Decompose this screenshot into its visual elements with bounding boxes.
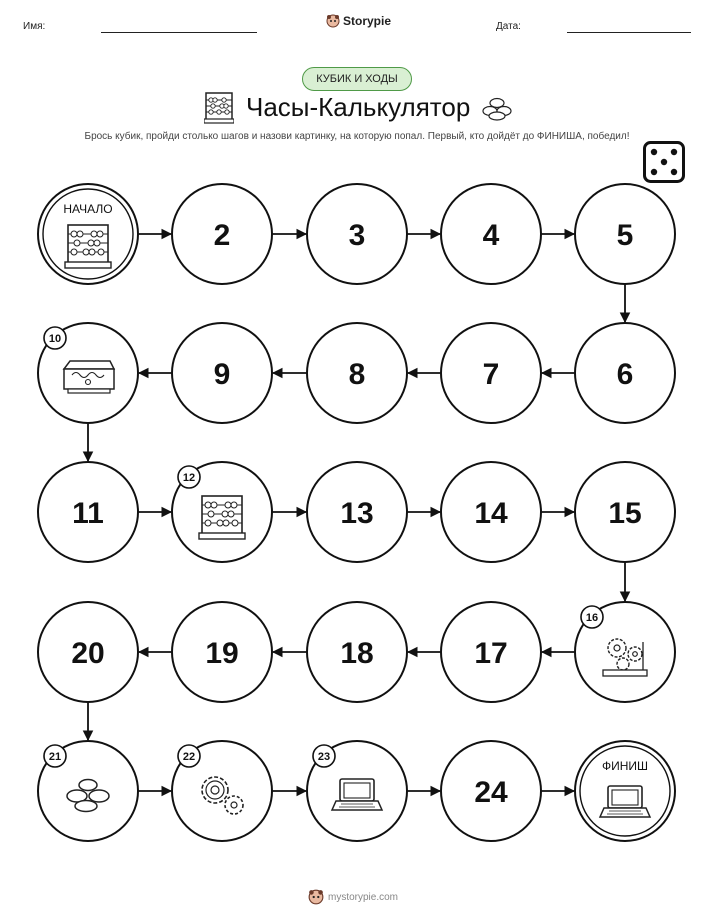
cell-number: 6 xyxy=(616,358,634,391)
board-cell-22 xyxy=(172,741,272,841)
board-cell-14 xyxy=(441,462,541,562)
cell-number: 9 xyxy=(213,358,231,391)
board-cell-10 xyxy=(38,323,138,423)
board-cell-23 xyxy=(307,741,407,841)
footer-url: mystorypie.com xyxy=(328,891,399,903)
brand-name: Storypie xyxy=(343,14,392,28)
board-cell-ФИНИШ xyxy=(575,741,675,841)
cell-number: 4 xyxy=(482,219,500,252)
laptop-icon xyxy=(332,779,382,810)
finish-label: ФИНИШ xyxy=(601,759,649,773)
laptop-icon xyxy=(600,786,650,817)
board-cell-19 xyxy=(172,602,272,702)
cell-number: 10 xyxy=(48,333,62,345)
mascot-icon xyxy=(308,889,324,905)
cell-number: 11 xyxy=(72,497,104,530)
board-cell-8 xyxy=(307,323,407,423)
board-cell-12 xyxy=(172,462,272,562)
start-label: НАЧАЛО xyxy=(63,202,113,216)
board-cell-21 xyxy=(38,741,138,841)
board-cell-4 xyxy=(441,184,541,284)
instructions-text: Брось кубик, пройди столько шагов и назови картинку, на которую попал. Первый, кто дойдёт до ФИНИША, победил! xyxy=(84,131,630,142)
board-cell-16 xyxy=(575,602,675,702)
cell-number: 3 xyxy=(348,219,366,252)
cell-number: 16 xyxy=(585,612,599,624)
board-cell-17 xyxy=(441,602,541,702)
board-cell-9 xyxy=(172,323,272,423)
jewelry-box-icon xyxy=(64,361,114,393)
cell-number: 22 xyxy=(182,751,196,763)
cell-number: 20 xyxy=(71,637,105,670)
board-cell-6 xyxy=(575,323,675,423)
board-cell-20 xyxy=(38,602,138,702)
board-cell-13 xyxy=(307,462,407,562)
name-label: Имя: xyxy=(23,21,46,32)
cell-number: 19 xyxy=(205,637,239,670)
board-cell-2 xyxy=(172,184,272,284)
abacus-icon xyxy=(199,496,245,539)
board-cell-24 xyxy=(441,741,541,841)
board-cell-НАЧАЛО xyxy=(38,184,138,284)
cell-number: 15 xyxy=(608,497,642,530)
board-cell-7 xyxy=(441,323,541,423)
board-cell-11 xyxy=(38,462,138,562)
cell-number: 18 xyxy=(340,637,374,670)
cell-number: 8 xyxy=(348,358,366,391)
footer xyxy=(308,889,398,905)
page-title: Часы-Калькулятор xyxy=(246,92,471,122)
activity-badge: КУБИК И ХОДЫ xyxy=(302,67,412,91)
cell-number: 5 xyxy=(616,219,634,252)
cell-number: 13 xyxy=(340,497,374,530)
board-cell-5 xyxy=(575,184,675,284)
board-cell-15 xyxy=(575,462,675,562)
date-label: Дата: xyxy=(496,21,521,32)
cell-number: 21 xyxy=(48,751,62,763)
cell-number: 17 xyxy=(474,637,508,670)
board-cell-3 xyxy=(307,184,407,284)
cell-number: 14 xyxy=(474,497,508,530)
board-cell-18 xyxy=(307,602,407,702)
cell-number: 2 xyxy=(213,219,231,252)
cell-number: 12 xyxy=(182,472,196,484)
abacus-icon xyxy=(65,225,111,268)
cell-number: 24 xyxy=(474,776,508,809)
cell-number: 23 xyxy=(317,751,331,763)
cell-number: 7 xyxy=(482,358,500,391)
